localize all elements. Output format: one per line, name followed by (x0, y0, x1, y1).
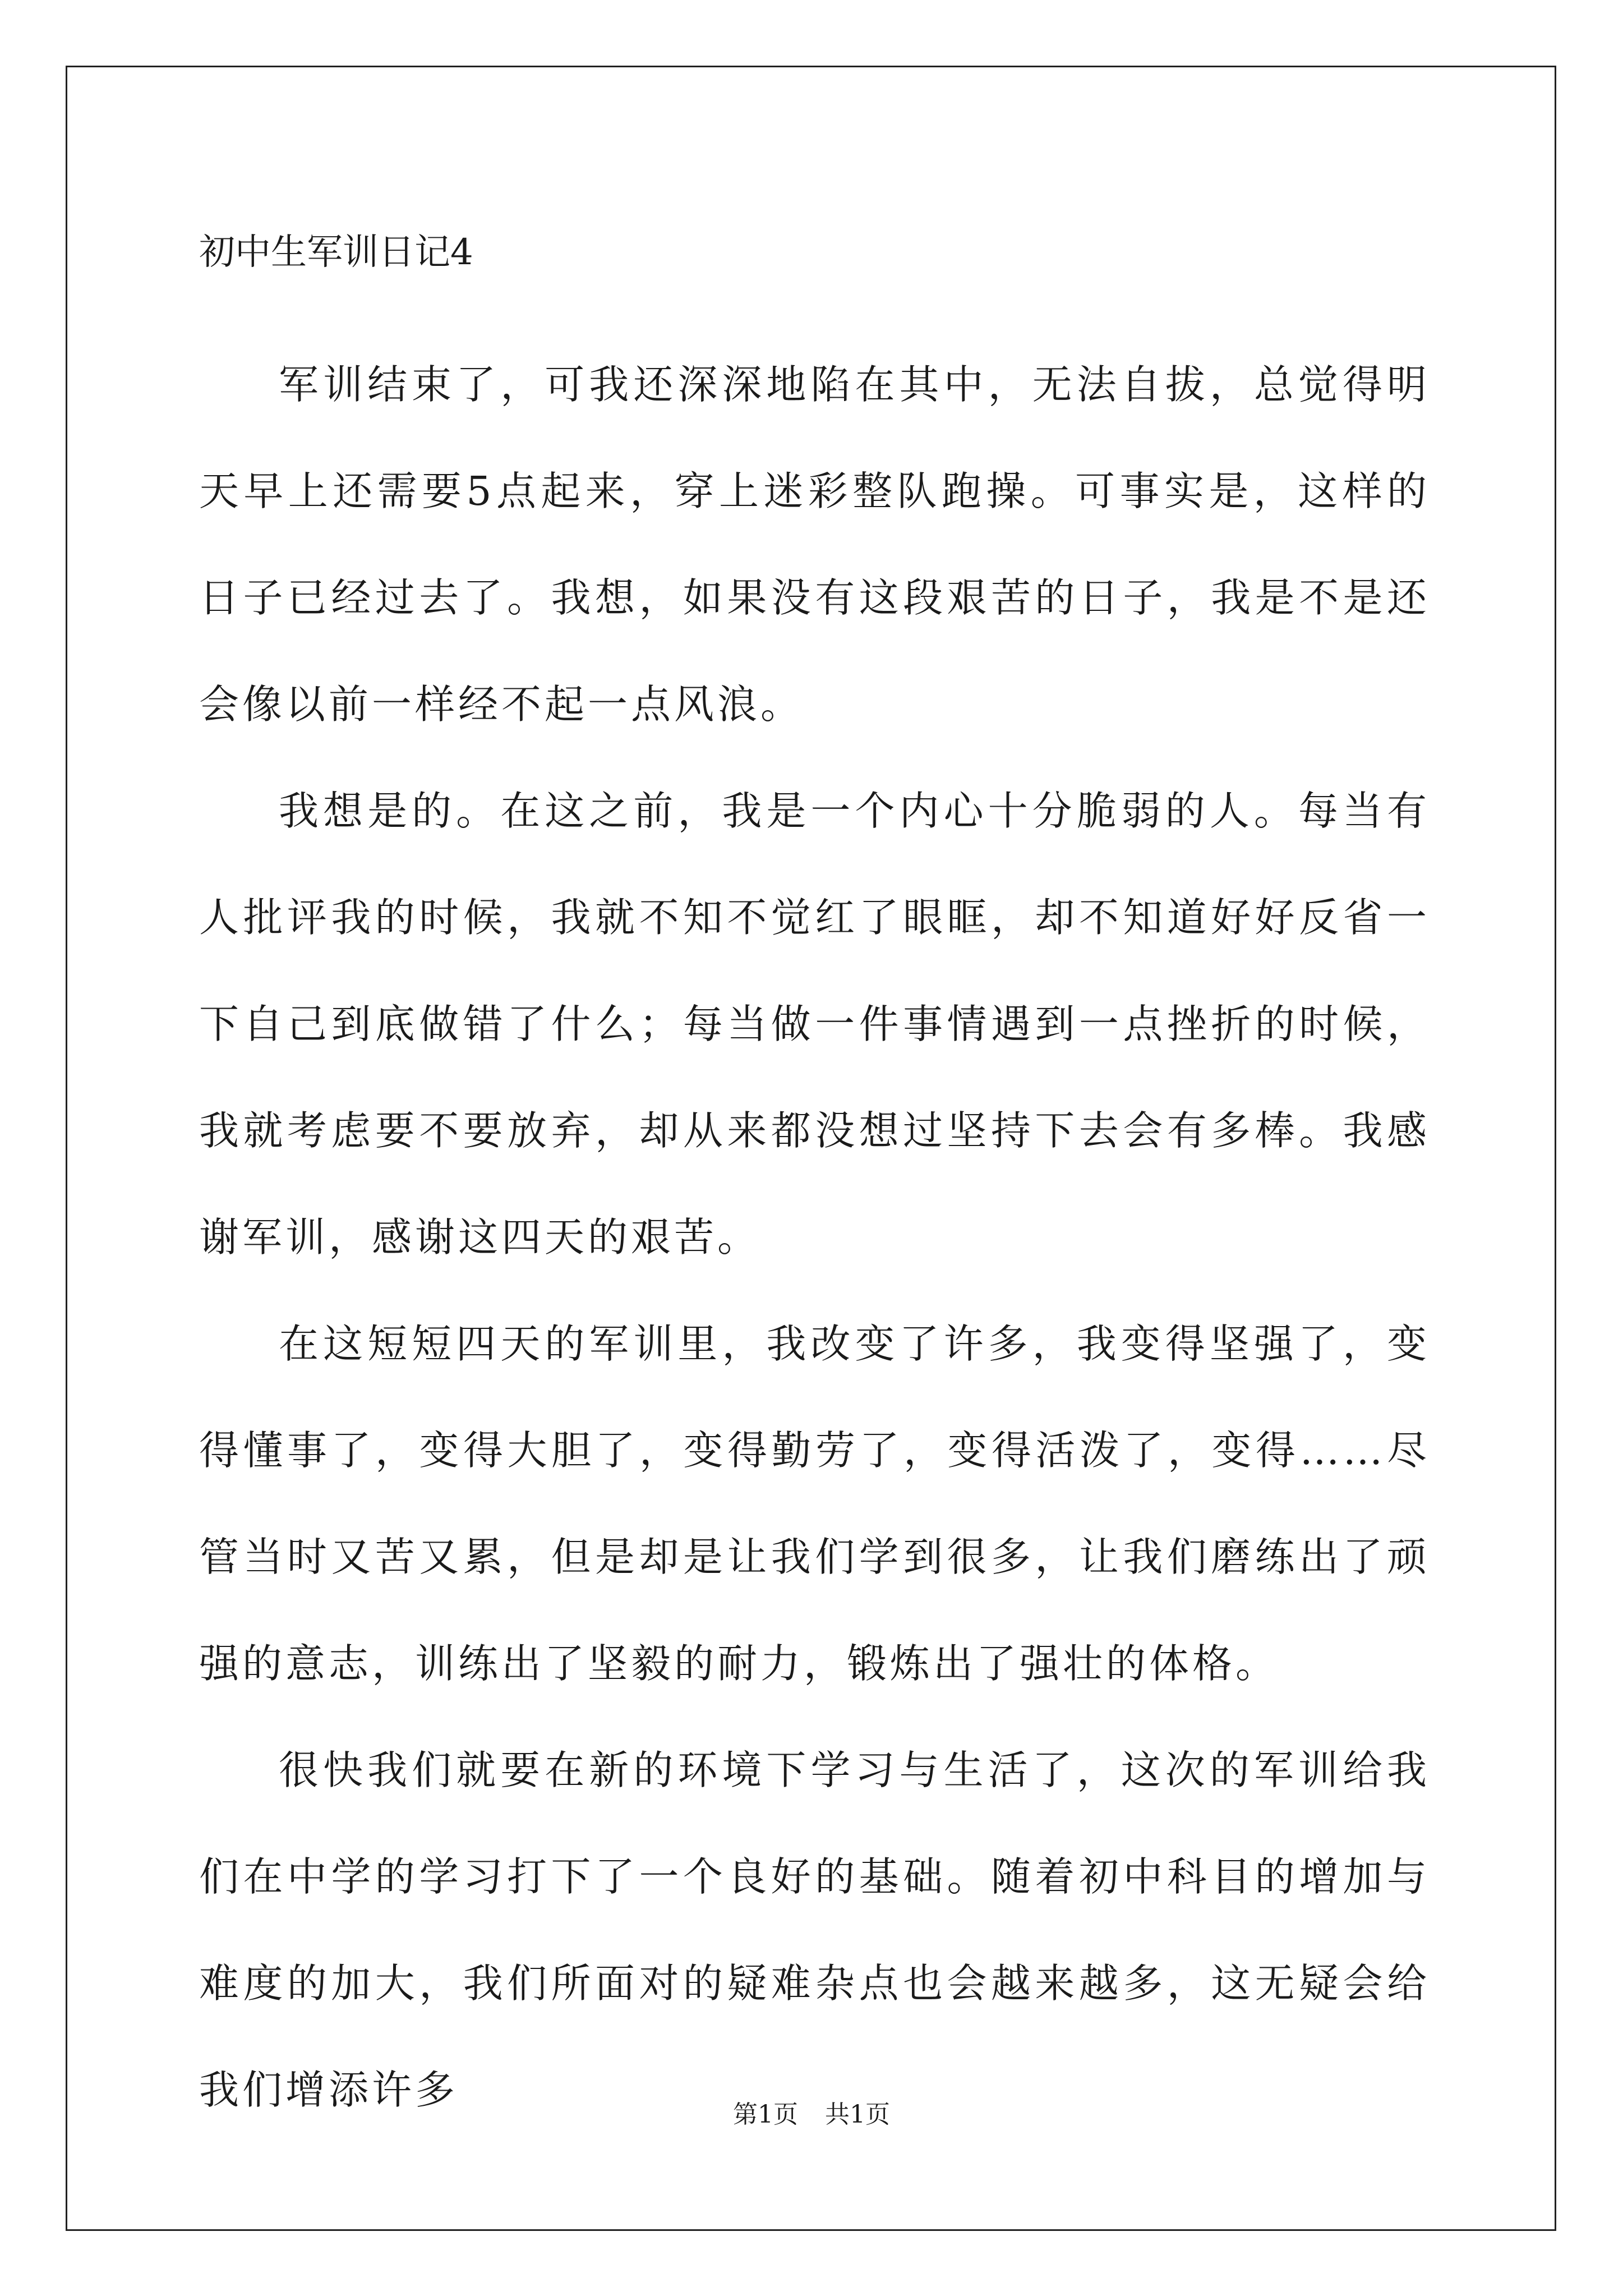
page-number: 第1页 (733, 2100, 798, 2129)
paragraph-2: 我想是的。在这之前，我是一个内心十分脆弱的人。每当有人批评我的时候，我就不知不觉红了眼眶，却不知道好好反省一下自己到底做错了什么；每当做一件事情遇到一点挫折的时候，我就考虑要不要放弃，却从来都没想过坚持下去会有多棒。我感谢军训，感谢这四天的艰苦。 (199, 788, 1430, 1260)
document-body (199, 332, 1430, 2143)
paragraph-4: 很快我们就要在新的环境下学习与生活了，这次的军训给我们在中学的学习打下了一个良好的基础。随着初中科目的增加与难度的加大，我们所面对的疑难杂点也会越来越多，这无疑会给我们增添许多 (199, 1747, 1430, 2113)
paragraph-1: 军训结束了，可我还深深地陷在其中，无法自拔，总觉得明天早上还需要5点起来，穿上迷彩整队跑操。可事实是，这样的日子已经过去了。我想，如果没有这段艰苦的日子，我是不是还会像以前一样经不起一点风浪。 (199, 361, 1430, 728)
paragraph-3: 在这短短四天的军训里，我改变了许多，我变得坚强了，变得懂事了，变得大胆了，变得勤劳了，变得活泼了，变得……尽管当时又苦又累，但是却是让我们学到很多，让我们磨练出了顽强的意志，训练出了坚毅的耐力，锻炼出了强壮的体格。 (199, 1320, 1430, 1687)
document-title: 初中生军训日记4 (199, 232, 473, 273)
page-footer (0, 2098, 1623, 2132)
page-total: 共1页 (825, 2100, 890, 2129)
